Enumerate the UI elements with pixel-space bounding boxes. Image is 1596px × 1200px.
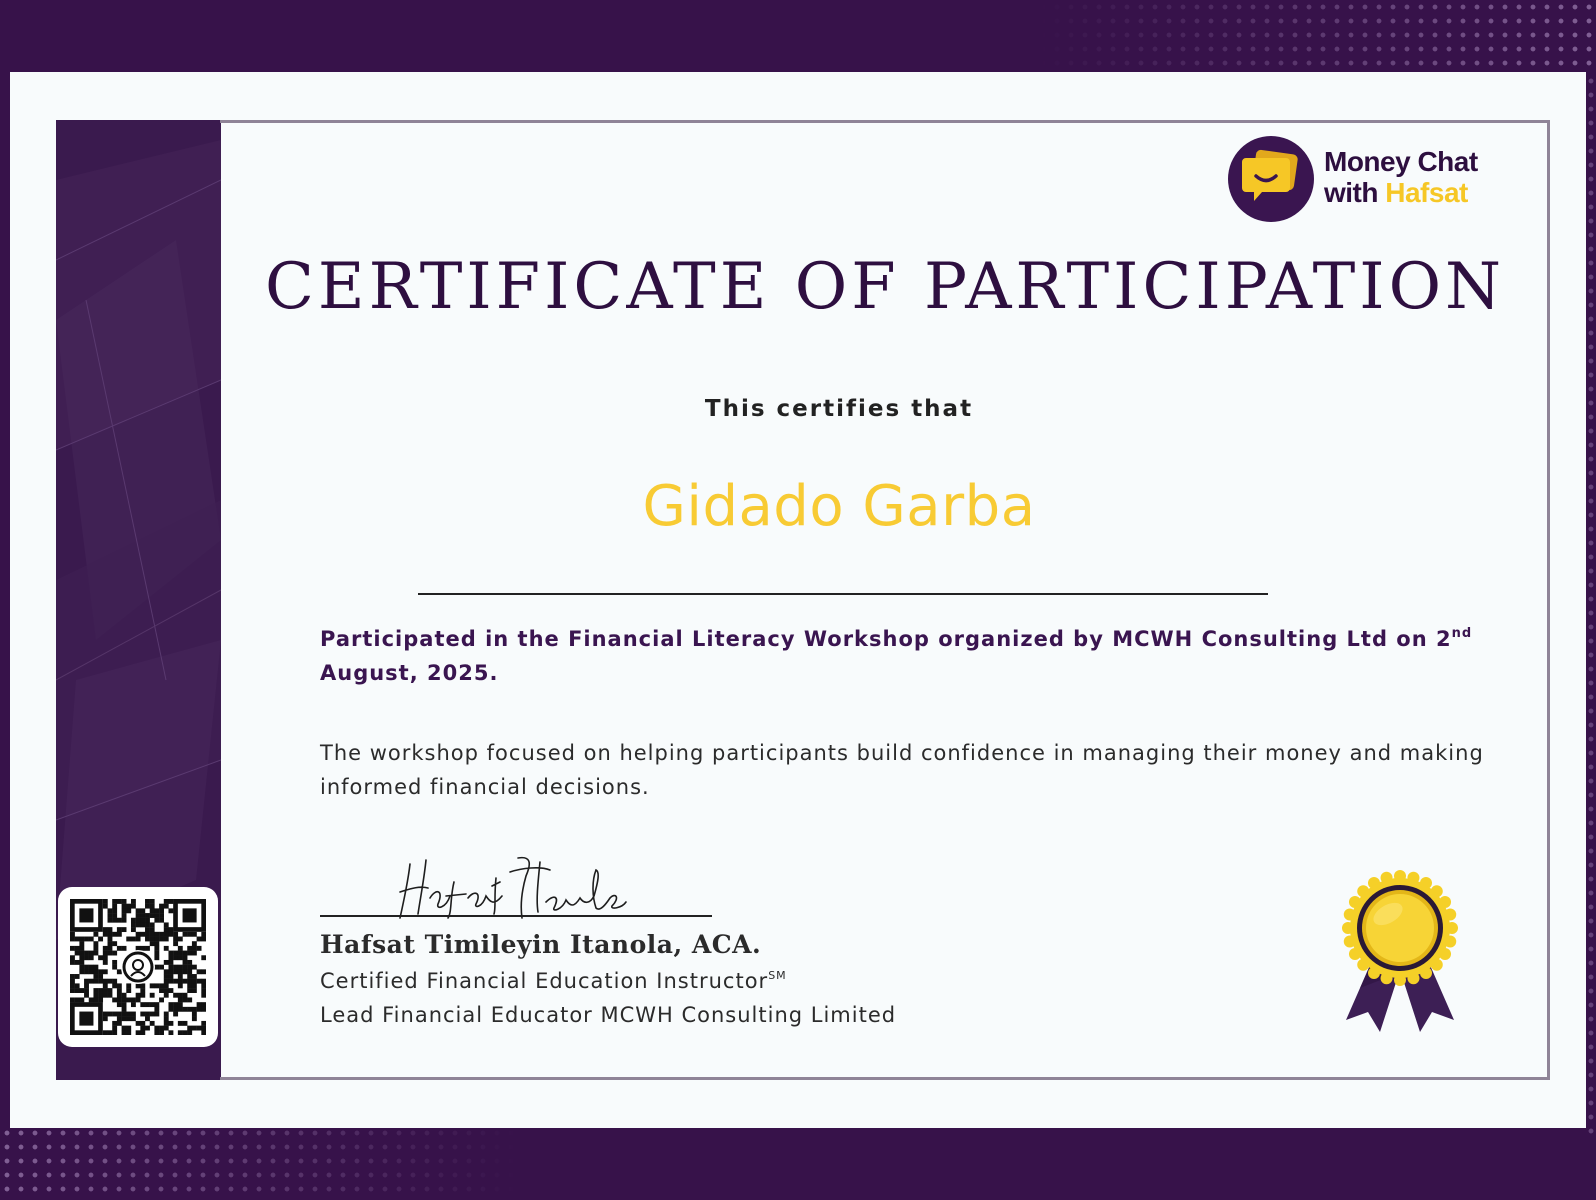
recipient-underline	[418, 593, 1268, 595]
service-mark: SM	[768, 969, 787, 982]
signature	[390, 852, 630, 922]
chat-bubble-smile-icon	[1228, 136, 1314, 222]
qr-code-icon	[58, 887, 218, 1047]
signature-line	[320, 915, 712, 917]
certificate-title: CERTIFICATE OF PARTICIPATION	[264, 250, 1506, 324]
gold-award-seal-icon	[1340, 870, 1460, 1035]
certifies-text: This certifies that	[704, 396, 974, 422]
brand-logo	[1228, 136, 1528, 226]
brand-line-2-prefix: with	[1324, 177, 1386, 208]
participation-suffix: August, 2025.	[320, 661, 499, 685]
signer-title	[320, 969, 787, 993]
signer-title-text: Certified Financial Education Instructor	[320, 969, 769, 993]
brand-name	[1324, 146, 1478, 208]
background-dots-top	[1036, 0, 1596, 74]
signer-name: Hafsat Timileyin Itanola, ACA.	[320, 930, 762, 959]
brand-line-1: Money Chat	[1324, 146, 1478, 177]
certificate-paper	[10, 72, 1586, 1128]
participation-statement	[320, 622, 1490, 690]
recipient-name: Gidado Garba	[642, 474, 1036, 539]
participation-prefix: Participated in the Financial Literacy Workshop organized by MCWH Consulting Ltd on 2	[320, 627, 1452, 651]
background-dots-bottom	[0, 1126, 520, 1200]
signer-organization: Lead Financial Educator MCWH Consulting Limited	[320, 1003, 897, 1027]
participation-ordinal: nd	[1451, 626, 1473, 641]
brand-line-2	[1324, 177, 1478, 208]
brand-line-2-accent: Hafsat	[1385, 177, 1468, 208]
workshop-description: The workshop focused on helping participants build confidence in managing their money and making informed financial decisions.	[320, 741, 1484, 799]
